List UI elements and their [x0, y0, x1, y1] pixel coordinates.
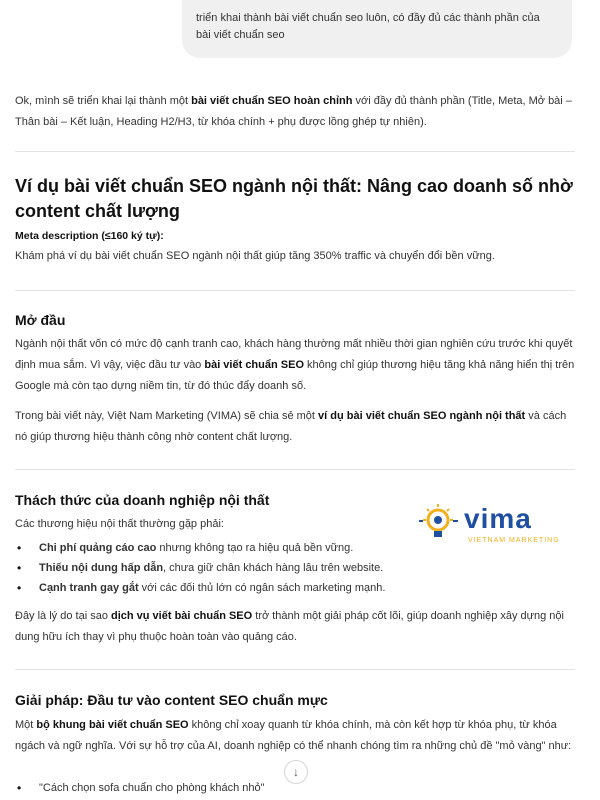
divider	[15, 669, 575, 670]
scroll-down-button[interactable]	[284, 760, 308, 784]
vima-logo	[418, 502, 578, 548]
intro-paragraph-2: Trong bài viết này, Việt Nam Marketing (VIMA) sẽ chia sẻ một ví dụ bài viết chuẩn SEO ngành nội thất và cách nó giúp thương hiệu thành công nhờ content chất lượng.	[15, 410, 567, 443]
arrow-down-icon: ↓	[293, 765, 299, 779]
list-item: • "Cách chọn sofa chuẩn cho phòng khách nhỏ"	[15, 778, 575, 798]
heading-intro: Mở đầu	[15, 312, 66, 328]
user-message-text: triển khai thành bài viết chuẩn seo luôn, có đầy đủ các thành phần của bài viết chuẩn seo	[196, 12, 540, 41]
user-message-bubble	[182, 0, 572, 58]
meta-label: Meta description (≤160 ký tự):	[15, 230, 164, 242]
challenge-paragraph: Đây là lý do tại sao dịch vụ viết bài chuẩn SEO trở thành một giải pháp cốt lõi, giúp doanh nghiệp xây dựng nội dung hữu ích thay vì phụ thuộc hoàn toàn vào quảng cáo.	[15, 610, 564, 643]
list-item: • Thiếu nội dung hấp dẫn, chưa giữ chân khách hàng lâu trên website.	[15, 558, 575, 578]
heading-solution: Giải pháp: Đầu tư vào content SEO chuẩn mực	[15, 692, 328, 708]
solution-paragraph: Một bộ khung bài viết chuẩn SEO không chỉ xoay quanh từ khóa chính, mà còn kết hợp từ khóa phụ, từ khóa ngách và ngữ nghĩa. Với sự hỗ trợ của AI, doanh nghiệp có thể nhanh chóng tìm ra những chủ đề "mỏ vàng" như:	[15, 719, 572, 752]
meta-description: Khám phá ví dụ bài viết chuẩn SEO ngành nội thất giúp tăng 350% traffic và chuyển đổi bền vững.	[15, 250, 495, 262]
divider	[15, 469, 575, 470]
article-title: Ví dụ bài viết chuẩn SEO ngành nội thất: Nâng cao doanh số nhờ content chất lượng	[15, 176, 573, 221]
logo-brand: vima	[464, 503, 532, 534]
divider	[15, 290, 575, 291]
divider	[15, 151, 575, 152]
list-item: • Chi phí quảng cáo cao nhưng không tạo ra hiệu quả bền vững.	[15, 538, 575, 558]
heading-challenge: Thách thức của doanh nghiệp nội thất	[15, 492, 270, 508]
logo-tagline: VIETNAM MARKETING	[468, 537, 560, 544]
list-item: • Cạnh tranh gay gắt với các đối thủ lớn có ngân sách marketing mạnh.	[15, 578, 575, 598]
answer-intro: Ok, mình sẽ triển khai lại thành một bài viết chuẩn SEO hoàn chỉnh với đầy đủ thành phần (Title, Meta, Mở bài – Thân bài – Kết luận, Heading H2/H3, từ khóa chính + phụ được lồng ghép tự nhiên).	[15, 95, 572, 128]
challenge-lead: Các thương hiệu nội thất thường gặp phải:	[15, 518, 224, 530]
intro-paragraph-1: Ngành nội thất vốn có mức độ cạnh tranh cao, khách hàng thường mất nhiều thời gian nghiên cứu trước khi quyết định mua sắm. Vì vậy, việc đầu tư vào bài viết chuẩn SEO không chỉ giúp thương hiệu tăng khả năng hiển thị trên Google mà còn tạo dựng niềm tin, từ đó thúc đẩy doanh số.	[15, 338, 575, 392]
